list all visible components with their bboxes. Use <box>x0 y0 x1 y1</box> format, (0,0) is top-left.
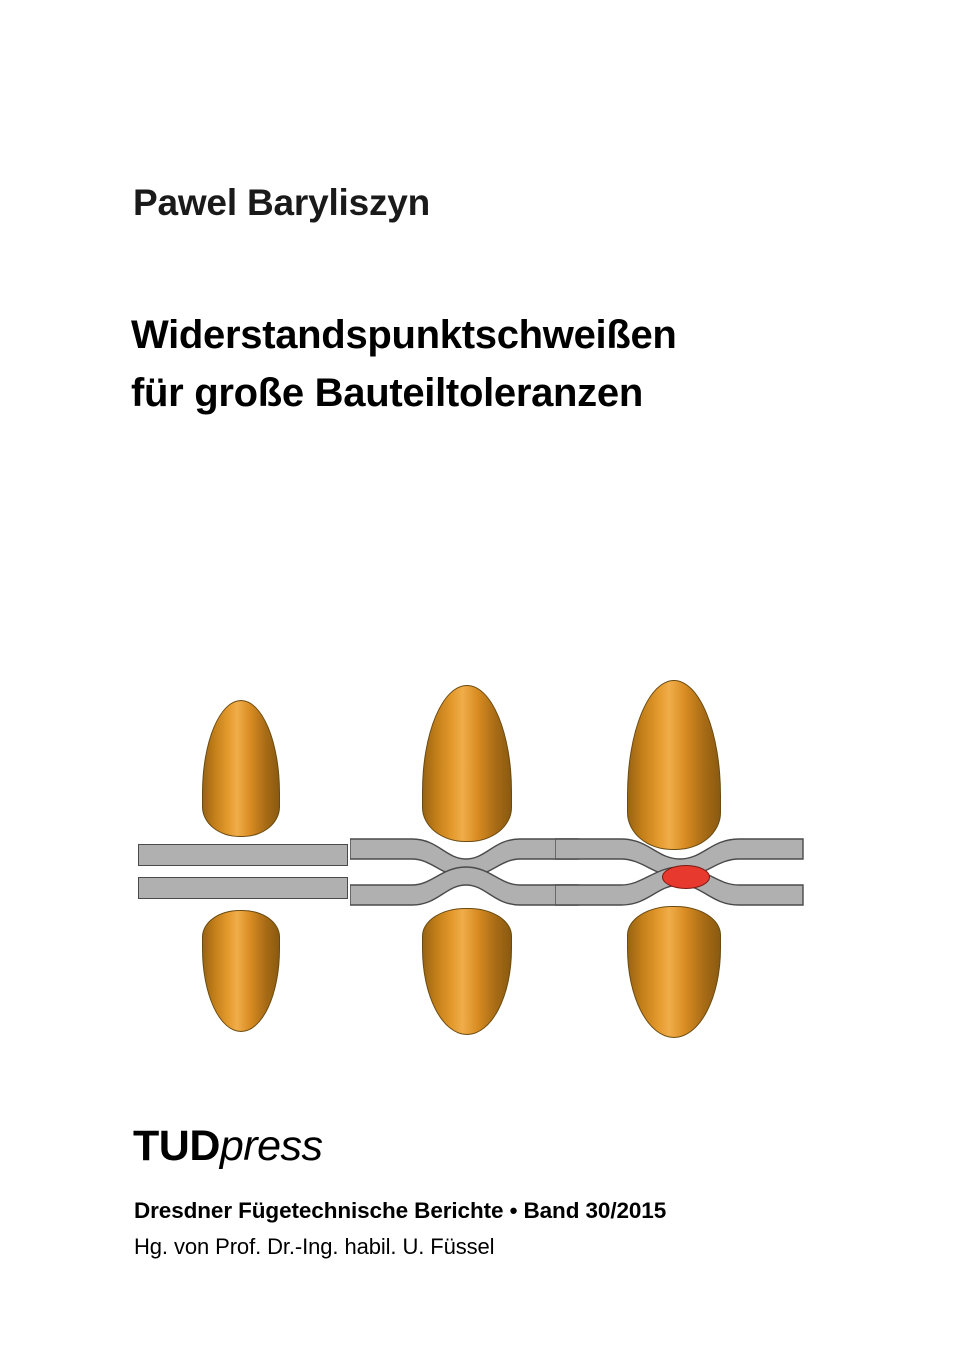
illustration-stage-1 <box>120 680 350 1060</box>
bottom-electrode-icon <box>202 910 280 1032</box>
top-electrode-icon <box>202 700 280 837</box>
top-electrode-icon <box>627 680 721 850</box>
upper-sheet-icon <box>138 844 348 866</box>
publisher-name-italic: press <box>219 1122 323 1170</box>
editor-line: Hg. von Prof. Dr.-Ing. habil. U. Füssel <box>134 1234 495 1259</box>
title-line-2: für große Bauteiltoleranzen <box>131 371 643 415</box>
illustration-stage-3 <box>565 680 795 1060</box>
publisher-logo <box>133 1122 323 1171</box>
weld-nugget-icon <box>662 865 710 889</box>
illustration-stage-2 <box>350 680 580 1060</box>
deformed-sheets-icon <box>350 835 580 910</box>
bottom-electrode-icon <box>627 906 721 1038</box>
book-title <box>131 306 831 422</box>
cover-illustration <box>110 680 850 1060</box>
title-line-1: Widerstandspunktschweißen <box>131 313 677 357</box>
top-electrode-icon <box>422 685 512 842</box>
lower-sheet-icon <box>138 877 348 899</box>
bottom-electrode-icon <box>422 908 512 1035</box>
series-title: Dresdner Fügetechnische Berichte • Band 30/2015 <box>134 1198 667 1223</box>
publisher-name-bold: TUD <box>133 1122 220 1170</box>
author-name: Pawel Baryliszyn <box>133 182 431 223</box>
